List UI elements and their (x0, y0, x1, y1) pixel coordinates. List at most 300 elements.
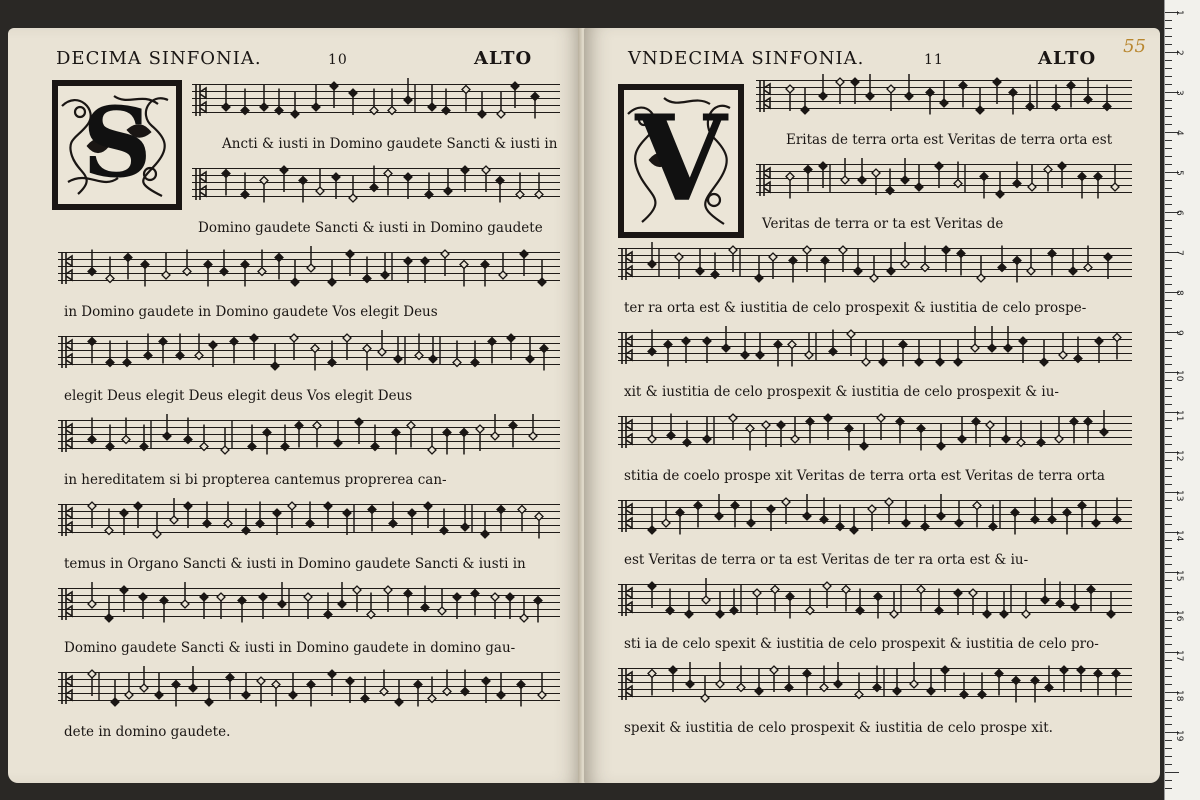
ruler-tick (1165, 700, 1172, 701)
music-staff (192, 84, 560, 116)
c-clef-glyph (62, 588, 72, 620)
ruler-number: 5 (1174, 170, 1184, 176)
note-glyph (893, 669, 901, 695)
ruler-tick (1165, 788, 1172, 789)
note-glyph (306, 502, 314, 528)
note-glyph (874, 593, 882, 619)
note-glyph (273, 509, 281, 535)
note-glyph (860, 424, 868, 450)
note-glyph (144, 334, 152, 360)
lyric-line: in hereditatem si bi propterea cantemus proprerea can- (64, 472, 447, 488)
c-clef-glyph (622, 584, 632, 616)
note-glyph (701, 676, 709, 702)
ruler-tick (1165, 764, 1172, 765)
note-glyph (443, 670, 451, 696)
note-glyph (995, 670, 1003, 696)
ruler-number: 16 (1174, 610, 1184, 622)
note-glyph (313, 422, 321, 448)
note-glyph (730, 589, 738, 615)
note-glyph (683, 421, 691, 447)
note-glyph (280, 166, 288, 192)
note-glyph (238, 597, 246, 623)
ruler-tick (1165, 516, 1172, 517)
note-glyph (836, 505, 844, 531)
note-glyph (392, 429, 400, 455)
note-glyph (851, 78, 859, 104)
music-staff (58, 672, 560, 704)
ruler-tick (1165, 428, 1172, 429)
note-glyph (381, 253, 389, 279)
ruler-tick (1165, 636, 1172, 637)
note-glyph (731, 502, 739, 528)
ruler-number: 8 (1174, 290, 1184, 296)
note-glyph (1092, 501, 1100, 527)
note-glyph (139, 593, 147, 619)
note-glyph (346, 677, 354, 703)
note-glyph (729, 414, 737, 440)
note-glyph (1103, 85, 1111, 111)
note-glyph (669, 666, 677, 692)
ruler-tick (1165, 156, 1172, 157)
note-glyph (438, 589, 446, 615)
lyric-line: spexit & iustitia de celo prospexit & iustitia de celo prospe xit. (624, 720, 1053, 736)
note-glyph (998, 246, 1006, 272)
note-glyph (937, 424, 945, 450)
music-notation (618, 562, 1132, 642)
note-glyph (786, 85, 794, 111)
ruler-tick (1165, 244, 1172, 245)
music-notation (58, 650, 560, 730)
music-staff (618, 500, 1132, 532)
note-glyph (1059, 333, 1067, 359)
right-voice-label: ALTO (1038, 48, 1097, 69)
note-glyph (324, 593, 332, 619)
ruler-tick (1165, 180, 1172, 181)
note-glyph (176, 334, 184, 360)
note-glyph (263, 429, 271, 455)
note-glyph (106, 341, 114, 367)
lyric-line: Eritas de terra orta est Veritas de terra orta est (786, 132, 1113, 148)
note-glyph (716, 662, 724, 688)
note-glyph (866, 74, 874, 100)
note-glyph (428, 428, 436, 454)
note-glyph (774, 341, 782, 367)
ruler-number: 2 (1174, 50, 1184, 56)
note-glyph (1077, 666, 1085, 692)
note-glyph (250, 334, 258, 360)
note-glyph (289, 673, 297, 699)
note-glyph (1011, 509, 1019, 535)
ruler-tick (1165, 116, 1172, 117)
note-glyph (482, 677, 490, 703)
note-glyph (686, 662, 694, 688)
note-glyph (349, 89, 357, 115)
note-glyph (823, 582, 831, 608)
music-notation (58, 398, 560, 478)
note-glyph (868, 505, 876, 531)
note-glyph (856, 589, 864, 615)
note-glyph (805, 333, 813, 359)
note-glyph (160, 597, 168, 623)
note-glyph (957, 250, 965, 276)
note-glyph (777, 421, 785, 447)
note-glyph (1000, 592, 1008, 618)
note-glyph (1112, 670, 1120, 696)
note-glyph (1028, 165, 1036, 191)
note-glyph (1111, 165, 1119, 191)
note-glyph (120, 586, 128, 612)
ruler-number: 9 (1174, 330, 1184, 336)
ruler-tick (1165, 420, 1172, 421)
c-clef-glyph (760, 164, 770, 196)
note-glyph (747, 501, 755, 527)
note-glyph (440, 509, 448, 535)
note-glyph (338, 582, 346, 608)
left-initial-letter: S (82, 86, 152, 200)
right-page (584, 28, 1160, 783)
note-glyph (954, 340, 962, 366)
note-glyph (648, 582, 656, 608)
note-glyph (140, 666, 148, 692)
note-glyph (771, 586, 779, 612)
note-glyph (958, 417, 966, 443)
lyric-line: xit & iustitia de celo prospexit & iustitia de celo prospexit & iu- (624, 384, 1059, 400)
note-glyph (648, 417, 656, 443)
music-notation (58, 482, 560, 562)
note-glyph (378, 330, 386, 356)
ruler-tick (1165, 620, 1172, 621)
note-glyph (330, 82, 338, 108)
note-glyph (1078, 173, 1086, 199)
note-glyph (980, 173, 988, 199)
note-glyph (910, 662, 918, 688)
note-glyph (737, 666, 745, 692)
note-glyph (959, 82, 967, 108)
left-voice-label: ALTO (474, 48, 533, 69)
note-glyph (275, 89, 283, 115)
music-staff (58, 504, 560, 536)
ruler-tick (1165, 460, 1172, 461)
ruler-number: 13 (1174, 490, 1184, 502)
ruler-tick (1165, 204, 1172, 205)
right-initial-letter: V (635, 90, 727, 228)
ruler-number: 19 (1174, 730, 1184, 742)
note-glyph (842, 586, 850, 612)
note-glyph (803, 494, 811, 520)
note-glyph (1002, 417, 1010, 443)
note-glyph (291, 260, 299, 286)
note-glyph (230, 338, 238, 364)
ruler-tick (1165, 68, 1172, 69)
note-glyph (181, 582, 189, 608)
note-glyph (1031, 498, 1039, 524)
music-staff (618, 584, 1132, 616)
ruler-tick (1165, 396, 1172, 397)
note-glyph (241, 173, 249, 199)
note-glyph (976, 88, 984, 114)
note-glyph (996, 172, 1004, 198)
ruler-tick (1165, 548, 1172, 549)
left-page-title: DECIMA SINFONIA. (56, 48, 262, 69)
note-glyph (854, 249, 862, 275)
ruler-tick (1165, 588, 1172, 589)
lyric-line: Veritas de terra or ta est Veritas de (762, 216, 1004, 232)
note-glyph (983, 592, 991, 618)
ruler-tick (1165, 124, 1172, 125)
music-notation (192, 62, 560, 142)
note-glyph (106, 257, 114, 283)
note-glyph (804, 166, 812, 192)
ruler-number: 1 (1174, 10, 1184, 16)
note-glyph (195, 334, 203, 360)
lyric-line: Domino gaudete Sancti & iusti in Domino gaudete (198, 220, 543, 236)
note-glyph (986, 421, 994, 447)
ruler-tick (1165, 236, 1172, 237)
right-page-title: VNDECIMA SINFONIA. (628, 48, 865, 69)
ruler-tick (1165, 556, 1172, 557)
note-glyph (367, 593, 375, 619)
note-glyph (648, 508, 656, 534)
note-glyph (172, 681, 180, 707)
note-glyph (363, 257, 371, 283)
note-glyph (1071, 585, 1079, 611)
note-glyph (441, 250, 449, 276)
note-glyph (535, 513, 543, 539)
note-glyph (482, 166, 490, 192)
note-glyph (1048, 498, 1056, 524)
ruler-tick (1165, 476, 1172, 477)
note-glyph (1040, 340, 1048, 366)
note-glyph (762, 421, 770, 447)
lyric-line: Domino gaudete Sancti & iusti in Domino gaudete in domino gau- (64, 640, 516, 656)
lyric-line: sti ia de celo spexit & iustitia de celo prospexit & iustitia de celo pro- (624, 636, 1099, 652)
note-glyph (535, 173, 543, 199)
note-glyph (481, 512, 489, 538)
note-glyph (307, 681, 315, 707)
note-glyph (111, 680, 119, 706)
note-glyph (1044, 166, 1052, 192)
note-glyph (648, 242, 656, 268)
note-glyph (955, 501, 963, 527)
note-glyph (820, 666, 828, 692)
note-glyph (855, 673, 863, 699)
ruler-tick (1165, 324, 1172, 325)
note-glyph (260, 177, 268, 203)
ruler-tick (1165, 596, 1172, 597)
note-glyph (428, 677, 436, 703)
note-glyph (902, 501, 910, 527)
note-glyph (890, 592, 898, 618)
ruler-number: 3 (1174, 90, 1184, 96)
music-notation (618, 394, 1132, 474)
note-glyph (648, 330, 656, 356)
note-glyph (715, 494, 723, 520)
note-glyph (404, 78, 412, 104)
note-glyph (879, 340, 887, 366)
note-glyph (123, 341, 131, 367)
ruler-tick (1165, 60, 1172, 61)
note-glyph (471, 341, 479, 367)
ruler-tick (1165, 564, 1172, 565)
note-glyph (877, 414, 885, 440)
note-glyph (226, 674, 234, 700)
note-glyph (442, 89, 450, 115)
note-glyph (702, 578, 710, 604)
ruler-tick (1165, 404, 1172, 405)
note-glyph (1009, 89, 1017, 115)
ruler-tick (1165, 524, 1172, 525)
note-glyph (1113, 498, 1121, 524)
note-glyph (969, 589, 977, 615)
music-notation (756, 58, 1132, 138)
ruler-tick (1165, 644, 1172, 645)
note-glyph (140, 425, 148, 451)
note-glyph (819, 74, 827, 100)
note-glyph (664, 341, 672, 367)
note-glyph (989, 505, 997, 531)
ruler-tick (1165, 540, 1172, 541)
note-glyph (428, 85, 436, 111)
ruler-tick (1165, 716, 1172, 717)
note-glyph (241, 89, 249, 115)
left-page-number: 10 (328, 52, 348, 68)
note-glyph (520, 596, 528, 622)
ruler-tick (1165, 196, 1172, 197)
note-glyph (789, 257, 797, 283)
note-glyph (88, 582, 96, 608)
ruler-tick (1165, 604, 1172, 605)
note-glyph (291, 92, 299, 118)
ruler-tick (1165, 484, 1172, 485)
note-glyph (755, 669, 763, 695)
c-clef-glyph (196, 84, 206, 116)
note-glyph (1069, 249, 1077, 275)
note-glyph (972, 418, 980, 444)
note-glyph (954, 589, 962, 615)
left-page (8, 28, 582, 783)
note-glyph (1084, 246, 1092, 272)
note-glyph (917, 425, 925, 451)
note-glyph (460, 261, 468, 287)
right-page-number: 11 (924, 52, 944, 68)
ruler-tick (1165, 508, 1172, 509)
c-clef-glyph (622, 332, 632, 364)
note-glyph (716, 592, 724, 618)
note-glyph (421, 586, 429, 612)
note-glyph (478, 92, 486, 118)
ruler-tick (1165, 100, 1172, 101)
note-glyph (388, 89, 396, 115)
ruler-number: 15 (1174, 570, 1184, 582)
note-glyph (977, 256, 985, 282)
ruler-tick (1165, 708, 1172, 709)
music-staff (192, 168, 560, 200)
c-clef-glyph (622, 500, 632, 532)
c-clef-glyph (62, 420, 72, 452)
ruler-number: 11 (1174, 410, 1184, 422)
ruler-tick (1165, 340, 1172, 341)
note-glyph (870, 256, 878, 282)
note-glyph (170, 498, 178, 524)
note-glyph (1058, 162, 1066, 188)
ruler-number: 17 (1174, 650, 1184, 662)
note-glyph (414, 681, 422, 707)
note-glyph (328, 341, 336, 367)
note-glyph (782, 498, 790, 524)
note-glyph (184, 418, 192, 444)
ruler-tick (1165, 740, 1172, 741)
ruler-tick (1165, 468, 1172, 469)
music-notation (58, 230, 560, 310)
c-clef-glyph (622, 416, 632, 448)
note-glyph (534, 597, 542, 623)
ruler-tick (1165, 660, 1172, 661)
note-glyph (703, 417, 711, 443)
ruler-tick (1165, 756, 1172, 757)
note-glyph (242, 673, 250, 699)
note-glyph (899, 341, 907, 367)
note-glyph (755, 256, 763, 282)
note-glyph (538, 673, 546, 699)
note-glyph (312, 85, 320, 111)
note-glyph (1084, 418, 1092, 444)
note-glyph (788, 341, 796, 367)
note-glyph (767, 505, 775, 531)
note-glyph (803, 670, 811, 696)
note-glyph (404, 173, 412, 199)
note-glyph (159, 338, 167, 364)
note-glyph (384, 586, 392, 612)
note-glyph (248, 425, 256, 451)
note-glyph (1026, 85, 1034, 111)
lyric-line: est Veritas de terra or ta est Veritas de ter ra orta est & iu- (624, 552, 1029, 568)
c-clef-glyph (196, 168, 206, 200)
note-glyph (540, 345, 548, 371)
note-glyph (648, 670, 656, 696)
note-glyph (476, 425, 484, 451)
note-glyph (847, 330, 855, 356)
note-glyph (769, 253, 777, 279)
note-glyph (311, 345, 319, 371)
note-glyph (124, 254, 132, 280)
note-glyph (675, 253, 683, 279)
c-clef-glyph (622, 668, 632, 700)
note-glyph (141, 261, 149, 287)
note-glyph (120, 509, 128, 535)
note-glyph (259, 593, 267, 619)
note-glyph (491, 414, 499, 440)
note-glyph (1094, 670, 1102, 696)
left-decorated-initial (52, 80, 182, 210)
ruler-tick (1165, 356, 1172, 357)
note-glyph (496, 177, 504, 203)
note-glyph (241, 261, 249, 287)
note-glyph (960, 673, 968, 699)
note-glyph (1017, 421, 1025, 447)
note-glyph (941, 666, 949, 692)
ruler-tick (1165, 364, 1172, 365)
note-glyph (421, 257, 429, 283)
note-glyph (200, 425, 208, 451)
ruler-number: 12 (1174, 450, 1184, 462)
note-glyph (106, 425, 114, 451)
ruler-tick (1165, 676, 1172, 677)
ruler-tick (1165, 780, 1172, 781)
note-glyph (887, 85, 895, 111)
music-notation (618, 226, 1132, 306)
note-glyph (729, 246, 737, 272)
note-glyph (850, 508, 858, 534)
